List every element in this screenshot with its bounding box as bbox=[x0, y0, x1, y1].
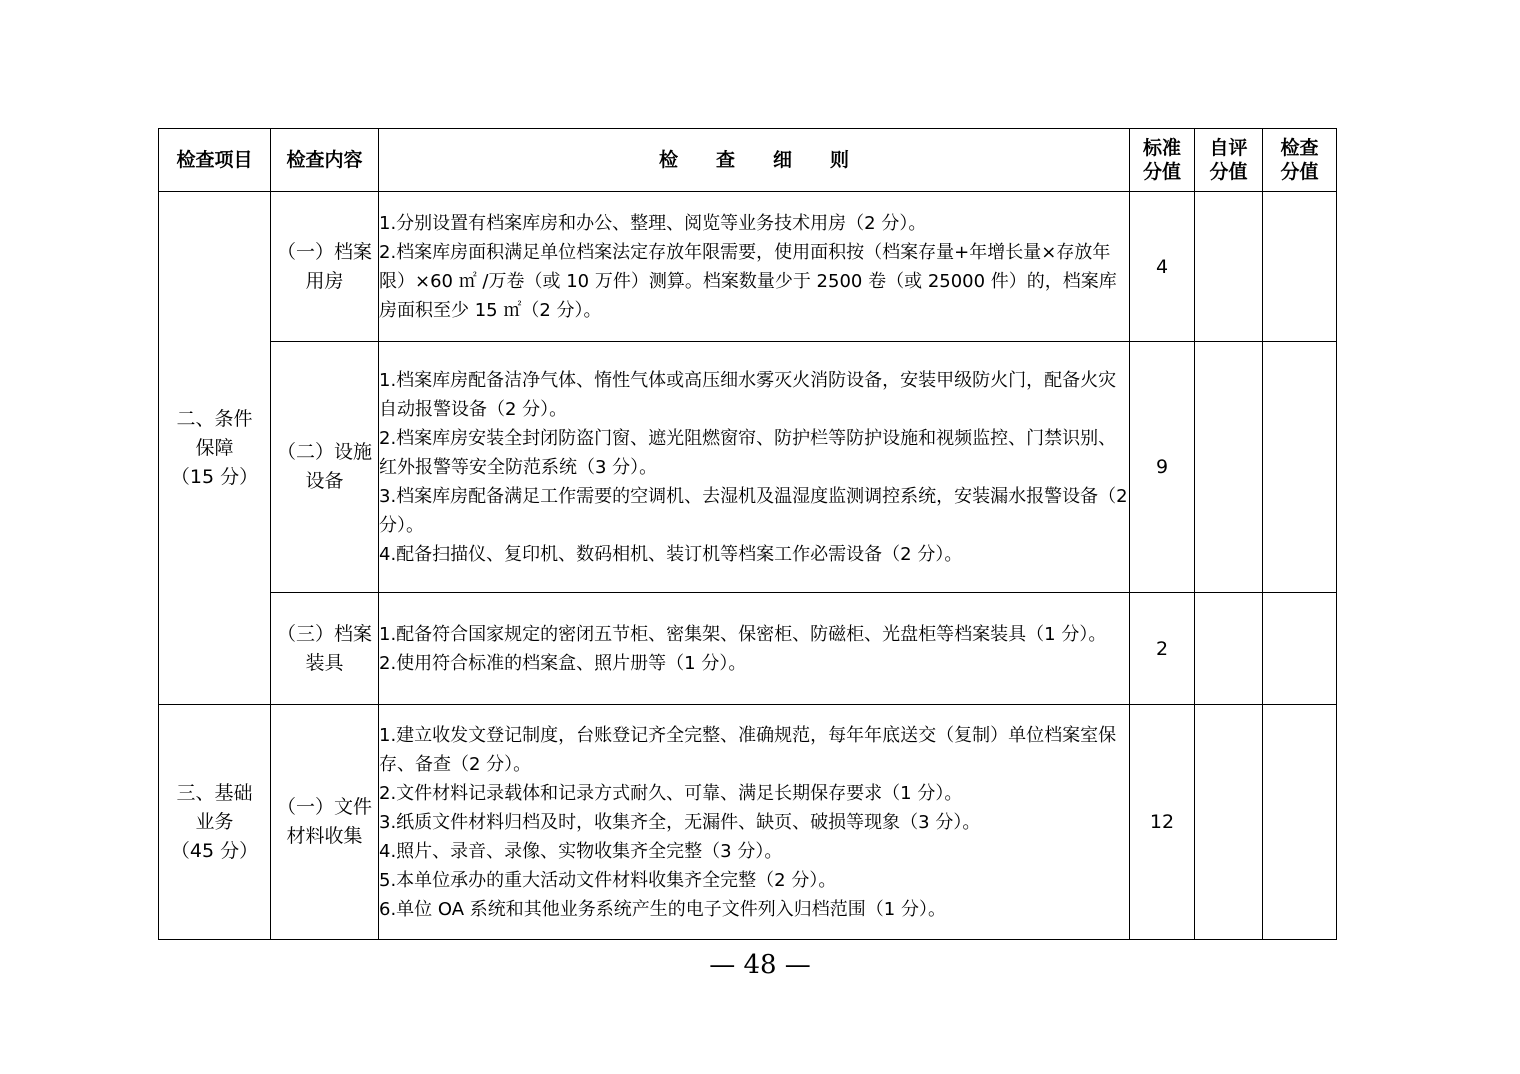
detail-item: 6.单位 OA 系统和其他业务系统产生的电子文件列入归档范围（1 分）。 bbox=[379, 898, 946, 920]
table-row bbox=[159, 593, 1337, 705]
detail-item: 1.分别设置有档案库房和办公、整理、阅览等业务技术用房（2 分）。 bbox=[379, 212, 927, 234]
content-cell bbox=[271, 593, 379, 705]
header-self-score bbox=[1195, 129, 1263, 192]
content-cell bbox=[271, 342, 379, 593]
check-score bbox=[1263, 342, 1337, 593]
content-line: （一）档案 bbox=[276, 240, 372, 263]
standard-score: 4 bbox=[1130, 192, 1195, 342]
project-line: （15 分） bbox=[170, 465, 259, 488]
content-line: （一）文件 bbox=[276, 796, 372, 818]
header-check-line2: 分值 bbox=[1280, 161, 1319, 183]
detail-item: 1.档案库房配备洁净气体、惰性气体或高压细水雾灭火消防设备，安装甲级防火门，配备火灾自动报警设备（2 分）。 bbox=[379, 369, 1117, 420]
header-self-line2: 分值 bbox=[1209, 161, 1248, 183]
detail-item: 2.文件材料记录载体和记录方式耐久、可靠、满足长期保存要求（1 分）。 bbox=[379, 782, 963, 804]
detail-item: 2.档案库房安装全封闭防盗门窗、遮光阻燃窗帘、防护栏等防护设施和视频监控、门禁识别、红外报警等安全防范系统（3 分）。 bbox=[379, 427, 1117, 478]
detail-item: 4.配备扫描仪、复印机、数码相机、装订机等档案工作必需设备（2 分）。 bbox=[379, 543, 963, 565]
detail-item: 1.配备符合国家规定的密闭五节柜、密集架、保密柜、防磁柜、光盘柜等档案装具（1 分）。 bbox=[379, 623, 1107, 645]
header-standard-line1: 标准 bbox=[1142, 137, 1181, 159]
content-cell bbox=[271, 705, 379, 940]
check-score bbox=[1263, 705, 1337, 940]
detail-item: 1.建立收发文登记制度，台账登记齐全完整、准确规范，每年年底送交（复制）单位档案室保存、备查（2 分）。 bbox=[379, 724, 1117, 775]
project-line: （45 分） bbox=[170, 839, 259, 862]
header-check-line1: 检查 bbox=[1280, 137, 1319, 159]
header-standard-line2: 分值 bbox=[1142, 161, 1181, 183]
project-cell-conditions bbox=[159, 192, 271, 705]
content-cell bbox=[271, 192, 379, 342]
check-score bbox=[1263, 192, 1337, 342]
check-score bbox=[1263, 593, 1337, 705]
self-score bbox=[1195, 593, 1263, 705]
project-line: 业务 bbox=[195, 810, 234, 833]
standard-score: 2 bbox=[1130, 593, 1195, 705]
table-row bbox=[159, 192, 1337, 342]
standard-score: 12 bbox=[1130, 705, 1195, 940]
content-line: 材料收集 bbox=[286, 825, 363, 847]
details-cell bbox=[379, 342, 1130, 593]
header-self-line1: 自评 bbox=[1209, 137, 1248, 159]
detail-item: 2.档案库房面积满足单位档案法定存放年限需要，使用面积按（档案存量+年增长量×存放年限）×60 ㎡ /万卷（或 10 万件）测算。档案数量少于 2500 卷（或 25000 件）的，档案库房面积至少 15 ㎡（2 分）。 bbox=[379, 241, 1117, 321]
inspection-table bbox=[158, 128, 1337, 940]
header-standard-score bbox=[1130, 129, 1195, 192]
detail-item: 5.本单位承办的重大活动文件材料收集齐全完整（2 分）。 bbox=[379, 869, 837, 891]
content-line: （二）设施 bbox=[276, 441, 372, 463]
page-number: — 48 — bbox=[709, 950, 811, 980]
content-line: 设备 bbox=[305, 470, 344, 492]
project-cell-basic-business bbox=[159, 705, 271, 940]
table-row bbox=[159, 342, 1337, 593]
details-cell bbox=[379, 593, 1130, 705]
details-cell bbox=[379, 705, 1130, 940]
self-score bbox=[1195, 192, 1263, 342]
header-check-score bbox=[1263, 129, 1337, 192]
project-line: 三、基础 bbox=[176, 781, 253, 804]
content-line: 装具 bbox=[305, 651, 344, 674]
header-project: 检查项目 bbox=[159, 129, 271, 192]
table-row bbox=[159, 705, 1337, 940]
table-header-row bbox=[159, 129, 1337, 192]
content-line: 用房 bbox=[305, 269, 344, 292]
header-details bbox=[379, 129, 1130, 192]
project-line: 二、条件 bbox=[176, 407, 253, 430]
standard-score: 9 bbox=[1130, 342, 1195, 593]
detail-item: 2.使用符合标准的档案盒、照片册等（1 分）。 bbox=[379, 652, 747, 674]
self-score bbox=[1195, 705, 1263, 940]
content-line: （三）档案 bbox=[276, 622, 372, 645]
detail-item: 3.档案库房配备满足工作需要的空调机、去湿机及温湿度监测调控系统，安装漏水报警设备（2 分）。 bbox=[379, 485, 1128, 536]
self-score bbox=[1195, 342, 1263, 593]
detail-item: 3.纸质文件材料归档及时，收集齐全，无漏件、缺页、破损等现象（3 分）。 bbox=[379, 811, 981, 833]
details-cell bbox=[379, 192, 1130, 342]
header-content: 检查内容 bbox=[271, 129, 379, 192]
project-line: 保障 bbox=[195, 436, 234, 459]
header-details-label: 检 查 细 则 bbox=[658, 149, 849, 171]
detail-item: 4.照片、录音、录像、实物收集齐全完整（3 分）。 bbox=[379, 840, 783, 862]
